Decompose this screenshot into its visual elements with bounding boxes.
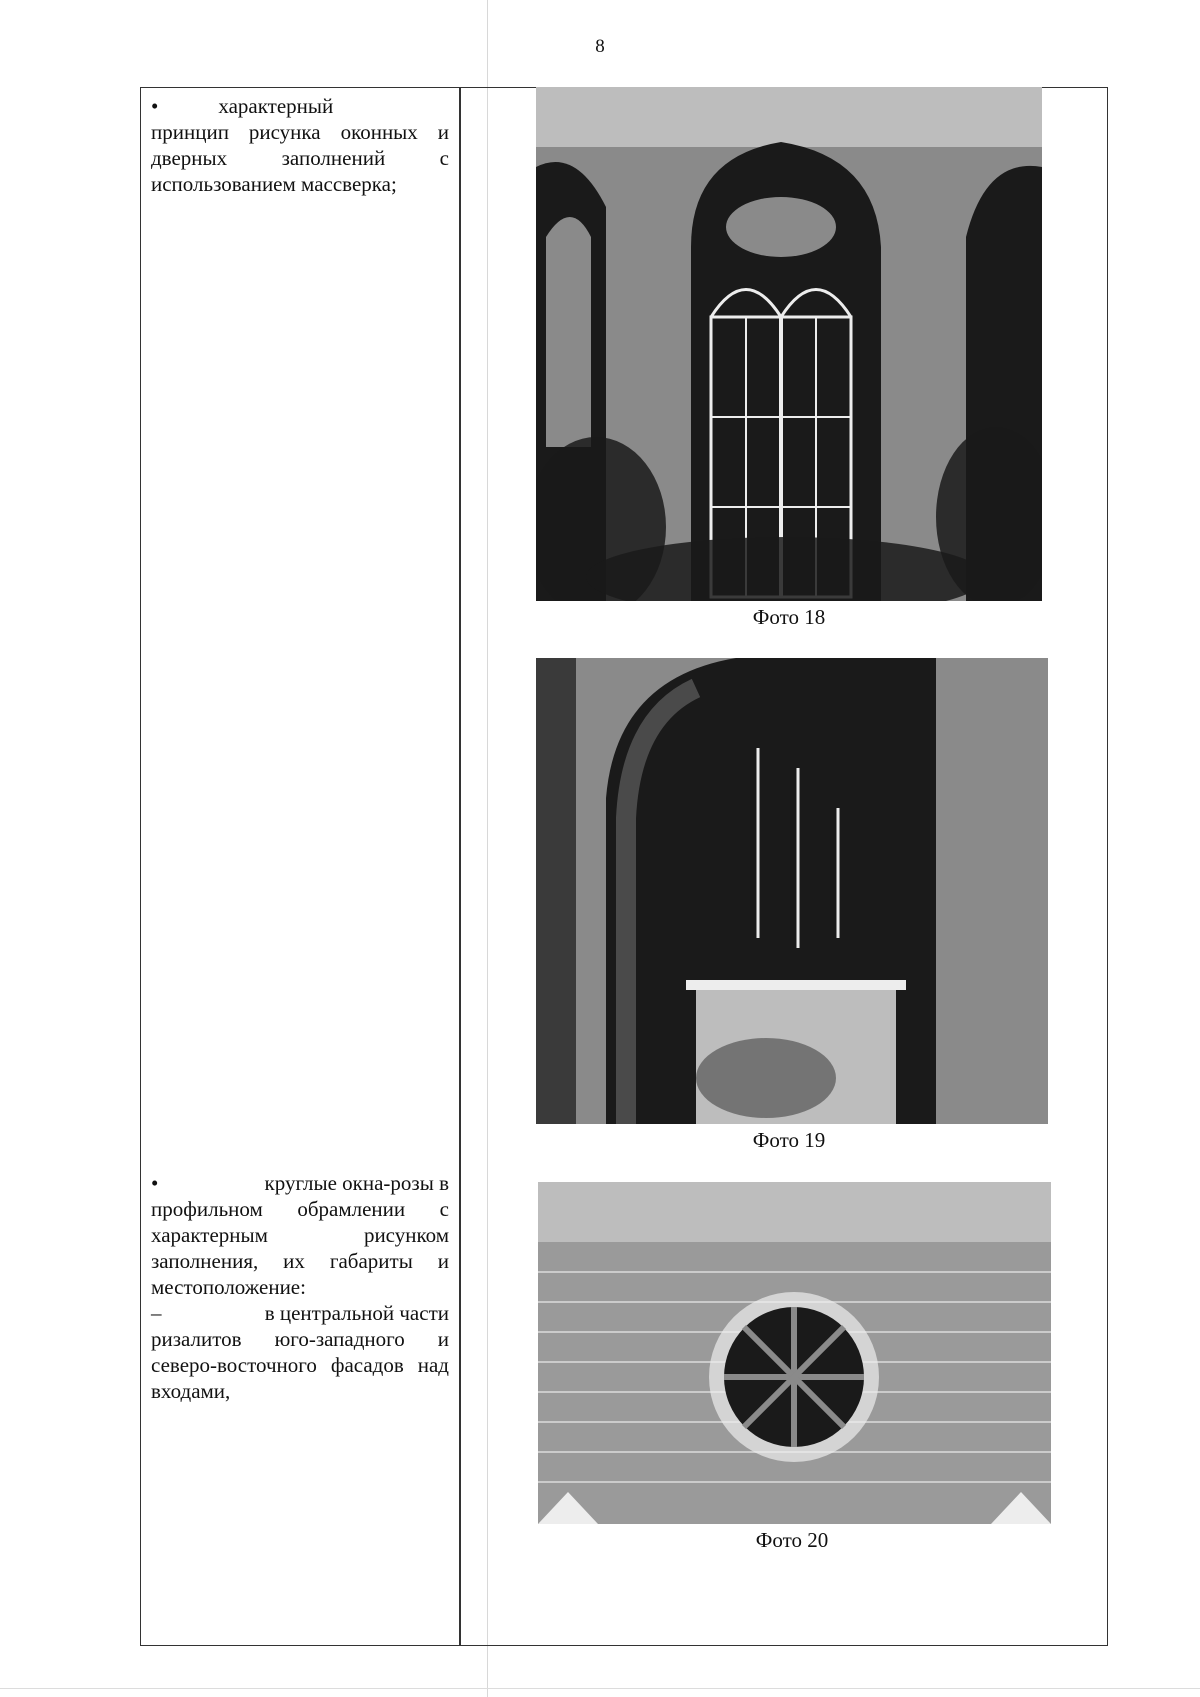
bullet-marker: • bbox=[151, 94, 159, 118]
scan-bottom-line bbox=[0, 1688, 1200, 1689]
photo-caption: Фото 19 bbox=[752, 1128, 826, 1152]
dash-marker: – bbox=[151, 1301, 162, 1325]
first-word: характерный bbox=[218, 94, 334, 118]
bullet-line bbox=[151, 93, 449, 119]
location-text: ризалитов юго-западного и северо-восточного фасадов над входами, bbox=[151, 1327, 449, 1403]
feature-text: профильном обрамлении с характерным рисунком заполнения, их габариты и местоположение: bbox=[151, 1197, 449, 1299]
feature-block-tracery bbox=[151, 93, 449, 197]
dash-line bbox=[151, 1300, 449, 1326]
dash-words: в центральной части bbox=[264, 1301, 449, 1325]
bullet-line bbox=[151, 1170, 449, 1196]
column-divider bbox=[459, 88, 461, 1645]
rose-window-photo bbox=[538, 1182, 1051, 1524]
feature-block-rose-windows bbox=[151, 1170, 449, 1404]
photo-caption: Фото 18 bbox=[752, 605, 826, 629]
gothic-window-photo bbox=[536, 87, 1042, 601]
photo-caption: Фото 20 bbox=[755, 1528, 829, 1552]
bullet-marker: • bbox=[151, 1171, 159, 1195]
first-words: круглые окна-розы в bbox=[264, 1171, 449, 1195]
feature-text: принцип рисунка оконных и дверных заполнений с использованием массверка; bbox=[151, 120, 449, 196]
page-number: 8 bbox=[595, 36, 605, 57]
window-opening-photo bbox=[536, 658, 1048, 1124]
